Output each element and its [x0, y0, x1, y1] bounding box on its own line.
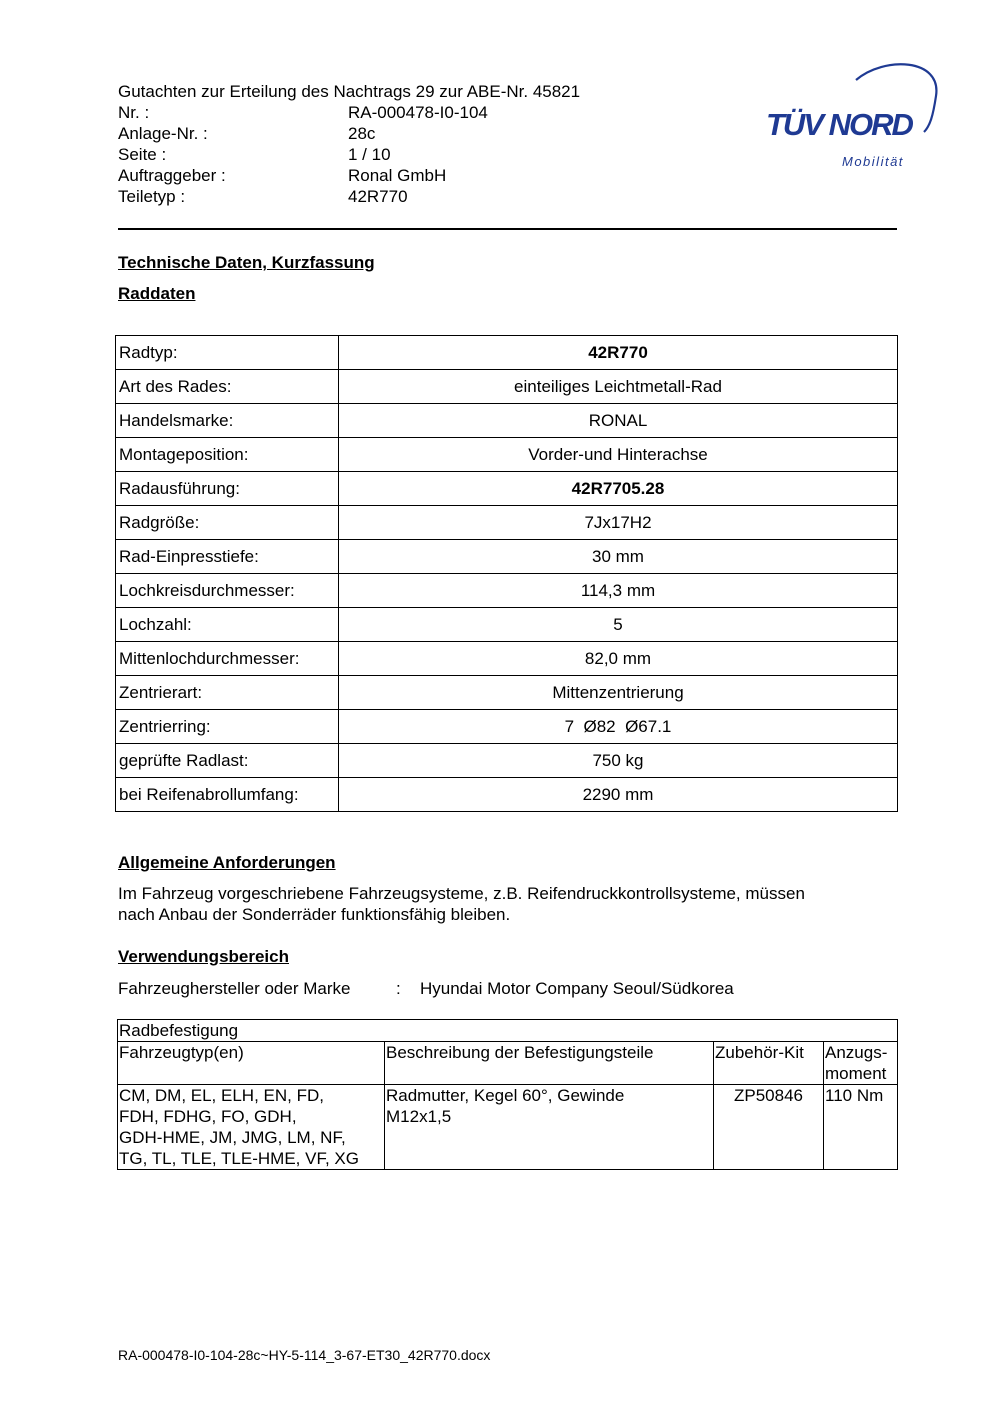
table-row	[116, 404, 898, 438]
wheel-value: 42R770	[339, 336, 898, 370]
header-torque-line-1: Anzugs-	[825, 1043, 888, 1062]
table-row	[116, 778, 898, 812]
wheel-value: 7 Ø82 Ø67.1	[339, 710, 898, 744]
wheel-key: Zentrierart:	[116, 676, 339, 710]
header-value-seite: 1 / 10	[348, 145, 391, 164]
wheel-value: 750 kg	[339, 744, 898, 778]
header-torque	[824, 1042, 898, 1085]
wheel-value: 5	[339, 608, 898, 642]
wheel-key: Radausführung:	[116, 472, 339, 506]
header-value-teiletyp: 42R770	[348, 187, 408, 206]
wheel-value: RONAL	[339, 404, 898, 438]
wheel-value: Vorder-und Hinterachse	[339, 438, 898, 472]
header-accessory-kit: Zubehör-Kit	[714, 1042, 824, 1085]
logo-brand-text: TÜV NORD	[766, 107, 912, 142]
wheel-value: einteiliges Leichtmetall-Rad	[339, 370, 898, 404]
table-row	[116, 540, 898, 574]
wheel-value: 42R7705.28	[339, 472, 898, 506]
manufacturer-separator: :	[396, 979, 401, 998]
manufacturer-value: Hyundai Motor Company Seoul/Südkorea	[420, 979, 734, 998]
requirements-text-line-1: Im Fahrzeug vorgeschriebene Fahrzeugsysteme, z.B. Reifendruckkontrollsysteme, müssen	[118, 884, 805, 903]
fastener-description-line: M12x1,5	[386, 1107, 452, 1126]
table-row	[118, 1085, 898, 1170]
tuv-nord-logo	[764, 58, 944, 170]
vehicle-types-line: GDH-HME, JM, JMG, LM, NF,	[119, 1128, 346, 1147]
table-row	[116, 710, 898, 744]
table-row	[116, 472, 898, 506]
tuv-nord-logo-graphic	[764, 58, 944, 170]
header-vehicle-types: Fahrzeugtyp(en)	[118, 1042, 385, 1085]
wheel-value: 2290 mm	[339, 778, 898, 812]
header-value-auftraggeber: Ronal GmbH	[348, 166, 447, 185]
table-title-row	[118, 1020, 898, 1042]
section-heading-verwendungsbereich: Verwendungsbereich	[118, 947, 289, 966]
section-heading-raddaten: Raddaten	[118, 284, 196, 303]
accessory-kit-cell: ZP50846	[714, 1085, 824, 1170]
vehicle-types-cell	[118, 1085, 385, 1170]
wheel-key: Zentrierring:	[116, 710, 339, 744]
header-label-teiletyp: Teiletyp :	[118, 187, 186, 206]
torque-cell: 110 Nm	[824, 1085, 898, 1170]
wheel-key: Lochzahl:	[116, 608, 339, 642]
table-row	[116, 506, 898, 540]
requirements-text-line-2: nach Anbau der Sonderräder funktionsfähig bleiben.	[118, 905, 511, 924]
wheel-value: 114,3 mm	[339, 574, 898, 608]
mounting-table-title: Radbefestigung	[118, 1020, 898, 1042]
vehicle-types-line: TG, TL, TLE, TLE-HME, VF, XG	[119, 1149, 359, 1168]
table-row	[116, 574, 898, 608]
wheel-data-table	[115, 335, 898, 812]
wheel-key: Montageposition:	[116, 438, 339, 472]
wheel-key: Rad-Einpresstiefe:	[116, 540, 339, 574]
vehicle-types-line: CM, DM, EL, ELH, EN, FD,	[119, 1086, 324, 1105]
fastener-description-line: Radmutter, Kegel 60°, Gewinde	[386, 1086, 625, 1105]
vehicle-types-line: FDH, FDHG, FO, GDH,	[119, 1107, 297, 1126]
header-fastener-description: Beschreibung der Befestigungsteile	[385, 1042, 714, 1085]
wheel-key: Radtyp:	[116, 336, 339, 370]
table-row	[116, 370, 898, 404]
manufacturer-label: Fahrzeughersteller oder Marke	[118, 979, 351, 998]
table-row	[116, 744, 898, 778]
wheel-value: 82,0 mm	[339, 642, 898, 676]
logo-sub-text: Mobilität	[842, 154, 904, 169]
wheel-key: bei Reifenabrollumfang:	[116, 778, 339, 812]
wheel-key: Mittenlochdurchmesser:	[116, 642, 339, 676]
wheel-mounting-table	[117, 1019, 898, 1170]
section-heading-technische-daten: Technische Daten, Kurzfassung	[118, 253, 375, 272]
wheel-value: 7Jx17H2	[339, 506, 898, 540]
fastener-description-cell	[385, 1085, 714, 1170]
header-label-seite: Seite :	[118, 145, 167, 164]
wheel-value: 30 mm	[339, 540, 898, 574]
wheel-value: Mittenzentrierung	[339, 676, 898, 710]
section-heading-allgemeine-anforderungen: Allgemeine Anforderungen	[118, 853, 336, 872]
wheel-key: Lochkreisdurchmesser:	[116, 574, 339, 608]
header-value-anlage: 28c	[348, 124, 376, 143]
header-label-anlage: Anlage-Nr. :	[118, 124, 208, 143]
header-label-nr: Nr. :	[118, 103, 150, 122]
table-row	[116, 438, 898, 472]
document-title: Gutachten zur Erteilung des Nachtrags 29 zur ABE-Nr. 45821	[118, 82, 581, 101]
table-row	[116, 642, 898, 676]
footer-filename: RA-000478-I0-104-28c~HY-5-114_3-67-ET30_42R770.docx	[118, 1347, 491, 1363]
wheel-key: geprüfte Radlast:	[116, 744, 339, 778]
table-row	[116, 676, 898, 710]
table-header-row	[118, 1042, 898, 1085]
wheel-key: Art des Rades:	[116, 370, 339, 404]
wheel-key: Radgröße:	[116, 506, 339, 540]
table-row	[116, 608, 898, 642]
table-row	[116, 336, 898, 370]
wheel-key: Handelsmarke:	[116, 404, 339, 438]
header-divider	[118, 228, 897, 230]
header-torque-line-2: moment	[825, 1064, 887, 1083]
header-value-nr: RA-000478-I0-104	[348, 103, 488, 122]
header-label-auftraggeber: Auftraggeber :	[118, 166, 226, 185]
